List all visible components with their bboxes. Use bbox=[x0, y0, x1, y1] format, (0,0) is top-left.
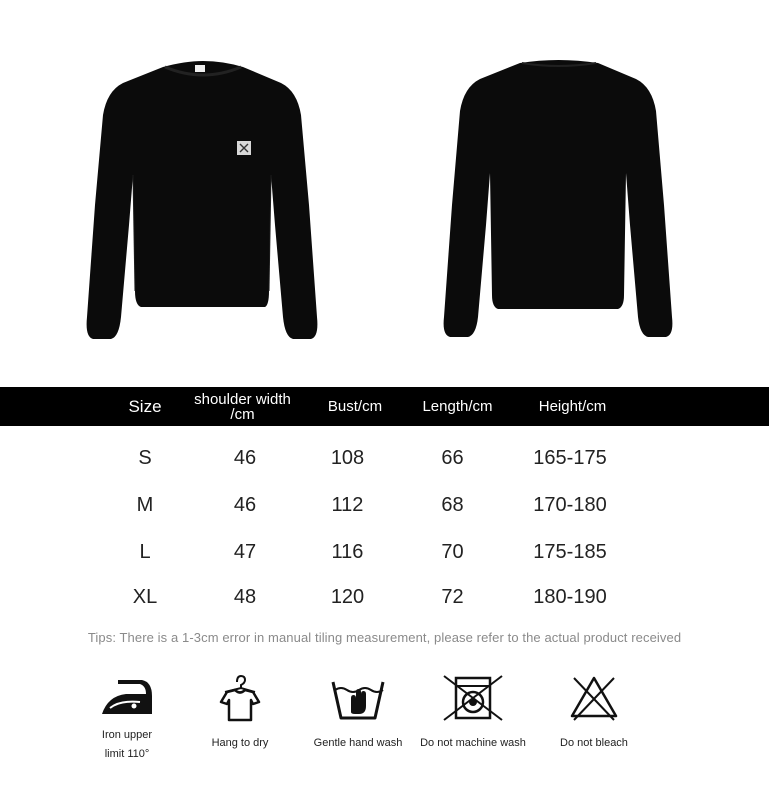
cell-bust: 112 bbox=[331, 493, 364, 516]
header-shoulder-line2: /cm bbox=[230, 405, 255, 423]
cell-height: 180-190 bbox=[533, 585, 607, 608]
header-shoulder-line1: shoulder width bbox=[194, 390, 291, 408]
table-row bbox=[0, 532, 769, 572]
cell-length: 72 bbox=[441, 585, 464, 608]
cell-bust: 108 bbox=[330, 446, 365, 469]
no-bleach-icon bbox=[566, 672, 622, 724]
care-label-line1: Gentle hand wash bbox=[313, 737, 403, 749]
care-label-line1: Hang to dry bbox=[211, 737, 269, 749]
cell-length: 70 bbox=[441, 540, 464, 563]
size-table-header bbox=[0, 387, 769, 426]
care-iron bbox=[72, 672, 182, 764]
care-hang-dry bbox=[185, 672, 295, 753]
header-shoulder-width bbox=[180, 387, 305, 426]
care-label bbox=[72, 726, 182, 764]
cell-size: L bbox=[139, 540, 151, 563]
care-label bbox=[539, 734, 649, 753]
care-label bbox=[185, 734, 295, 753]
product-images bbox=[0, 0, 769, 380]
cell-size: M bbox=[136, 493, 154, 516]
table-row bbox=[0, 438, 769, 478]
table-row bbox=[0, 577, 769, 617]
sweater-front-icon bbox=[85, 55, 320, 345]
care-label-line1: Do not bleach bbox=[560, 737, 628, 749]
iron-icon bbox=[96, 672, 158, 720]
hand-wash-icon bbox=[329, 672, 387, 724]
cell-length: 66 bbox=[441, 446, 464, 469]
care-label-line1: Do not machine wash bbox=[420, 737, 526, 749]
care-label bbox=[303, 734, 413, 753]
no-machine-wash-icon bbox=[440, 672, 506, 724]
cell-height: 175-185 bbox=[533, 540, 607, 563]
care-hand-wash bbox=[303, 672, 413, 753]
sweater-back-image bbox=[438, 55, 678, 340]
care-no-bleach bbox=[539, 672, 649, 753]
cell-shoulder: 46 bbox=[233, 493, 257, 516]
sweater-front-image bbox=[85, 55, 320, 345]
cell-size: XL bbox=[132, 585, 158, 608]
care-label-line1: Iron upper bbox=[101, 729, 153, 741]
care-no-machine-wash bbox=[418, 672, 528, 753]
measurement-tips: Tips: There is a 1-3cm error in manual tiling measurement, please refer to the actual product received bbox=[87, 630, 682, 645]
cell-length: 68 bbox=[441, 493, 464, 516]
cell-shoulder: 48 bbox=[233, 585, 257, 608]
header-size: Size bbox=[128, 397, 162, 416]
cell-size: S bbox=[138, 446, 152, 469]
hanger-icon bbox=[215, 672, 265, 724]
table-row bbox=[0, 485, 769, 525]
cell-bust: 120 bbox=[330, 585, 365, 608]
sweater-back-icon bbox=[438, 55, 678, 340]
care-label-line2: limit 110° bbox=[104, 748, 150, 760]
header-height: Height/cm bbox=[538, 398, 607, 415]
header-bust: Bust/cm bbox=[327, 398, 383, 415]
cell-shoulder: 46 bbox=[233, 446, 257, 469]
cell-height: 170-180 bbox=[533, 493, 607, 516]
care-label bbox=[418, 734, 528, 753]
cell-shoulder: 47 bbox=[233, 540, 257, 563]
header-length: Length/cm bbox=[422, 398, 493, 415]
cell-bust: 116 bbox=[331, 540, 364, 563]
cell-height: 165-175 bbox=[533, 446, 607, 469]
